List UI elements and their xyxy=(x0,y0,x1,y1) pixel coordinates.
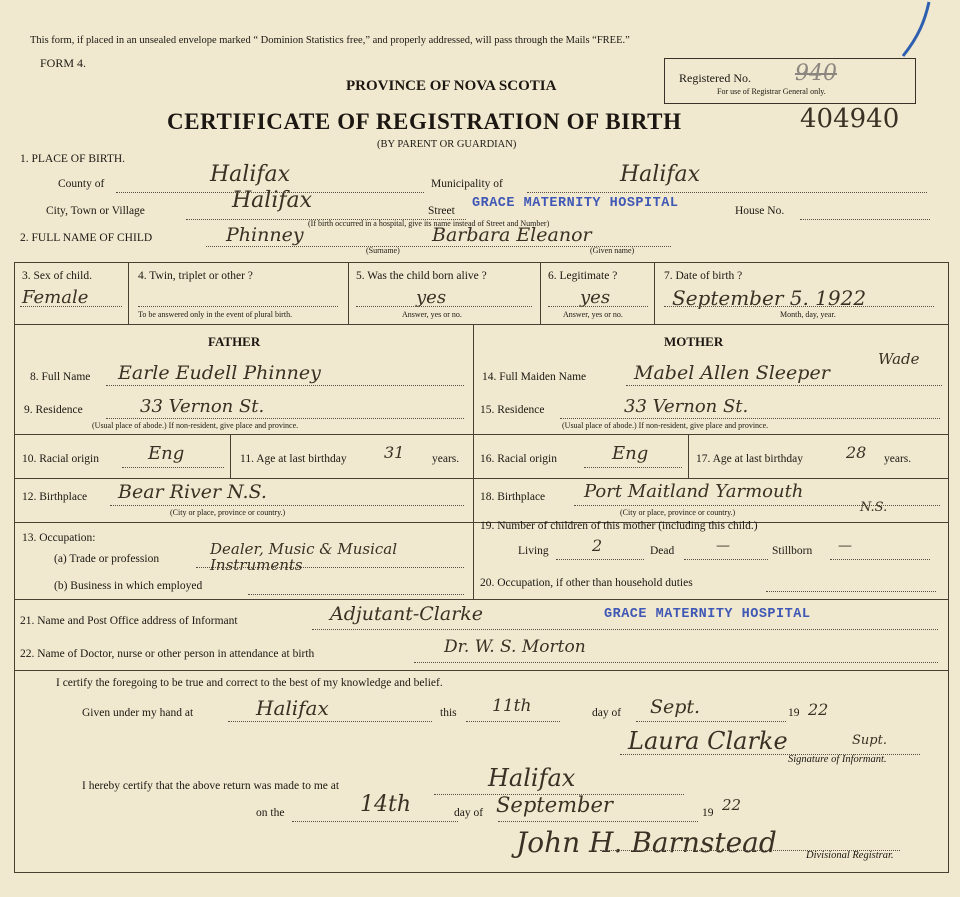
municipality-label: Municipality of xyxy=(431,178,503,190)
city-value: Halifax xyxy=(232,188,313,213)
legitimate-value: yes xyxy=(580,287,611,308)
mother-years: years. xyxy=(884,453,912,465)
children-count-label: 19. Number of children of this mother (including this child.) xyxy=(480,520,758,532)
father-occupation-label: 13. Occupation: xyxy=(22,532,96,544)
father-birthplace-note: (City or place, province or country.) xyxy=(170,508,286,517)
certificate-subtitle: (BY PARENT OR GUARDIAN) xyxy=(377,139,517,150)
given-year: 22 xyxy=(808,700,829,719)
informant-stamp: GRACE MATERNITY HOSPITAL xyxy=(604,607,811,622)
child-name-label: 2. FULL NAME OF CHILD xyxy=(20,232,153,244)
mother-residence-label: 15. Residence xyxy=(480,404,545,416)
province-heading: PROVINCE OF NOVA SCOTIA xyxy=(346,78,557,94)
father-birthplace: Bear River N.S. xyxy=(118,481,267,503)
mother-birthplace-note: (City or place, province or country.) xyxy=(620,508,736,517)
surname-note: (Surname) xyxy=(366,246,400,255)
dob-label: 7. Date of birth ? xyxy=(664,270,743,282)
father-business-label: (b) Business in which employed xyxy=(54,580,203,592)
father-name: Earle Eudell Phinney xyxy=(118,362,321,384)
municipality-value: Halifax xyxy=(620,162,701,187)
dob-value: September 5. 1922 xyxy=(672,286,867,310)
father-trade-label: (a) Trade or profession xyxy=(54,553,160,565)
registrar-year: 22 xyxy=(722,796,742,814)
informant-signature-title: Supt. xyxy=(852,733,887,748)
mother-racial: Eng xyxy=(612,443,649,464)
informant-signature: Laura Clarke xyxy=(628,727,788,755)
father-residence: 33 Vernon St. xyxy=(140,396,265,417)
certificate-title: CERTIFICATE OF REGISTRATION OF BIRTH xyxy=(167,109,682,134)
father-birthplace-label: 12. Birthplace xyxy=(22,491,88,503)
child-surname: Phinney xyxy=(226,224,304,246)
dead-label: Dead xyxy=(650,545,675,557)
mother-racial-label: 16. Racial origin xyxy=(480,453,557,465)
twin-note: To be answered only in the event of plural birth. xyxy=(138,310,293,319)
certificate-number: 404940 xyxy=(800,104,900,134)
registrar-day-of-label: day of xyxy=(454,807,484,819)
street-label: Street xyxy=(428,205,455,217)
street-stamp: GRACE MATERNITY HOSPITAL xyxy=(472,196,679,211)
informant-label: 21. Name and Post Office address of Informant xyxy=(20,615,238,627)
mother-birthplace-province: N.S. xyxy=(860,500,888,515)
on-the-label: on the xyxy=(256,807,285,819)
sex-value: Female xyxy=(22,287,89,308)
father-heading: FATHER xyxy=(208,334,261,349)
mother-name-label: 14. Full Maiden Name xyxy=(482,371,587,383)
twin-label: 4. Twin, triplet or other ? xyxy=(138,270,253,282)
day-of-label: day of xyxy=(592,707,622,719)
father-name-label: 8. Full Name xyxy=(30,371,91,383)
living-value: 2 xyxy=(592,536,603,555)
attendant-name: Dr. W. S. Morton xyxy=(444,637,586,657)
top-notice: This form, if placed in an unsealed envelope marked “ Dominion Statistics free,” and properly addressed, will pass through the Mails “FREE.” xyxy=(30,35,630,46)
mother-residence: 33 Vernon St. xyxy=(624,396,749,417)
stillborn-label: Stillborn xyxy=(772,545,813,557)
registered-value: 940 xyxy=(795,61,837,86)
given-place: Halifax xyxy=(256,696,329,720)
registered-label: Registered No. xyxy=(679,71,751,85)
pencil-mark-icon xyxy=(895,0,935,60)
legitimate-note: Answer, yes or no. xyxy=(563,310,623,319)
given-day: 11th xyxy=(492,696,532,716)
father-trade: Dealer, Music & Musical Instruments xyxy=(210,540,398,574)
mother-name-addition: Wade xyxy=(878,350,920,368)
legitimate-label: 6. Legitimate ? xyxy=(548,270,618,282)
hospital-note: (If birth occurred in a hospital, give its name instead of Street and Number) xyxy=(308,219,550,228)
mother-birthplace-label: 18. Birthplace xyxy=(480,491,546,503)
registered-note: For use of Registrar General only. xyxy=(717,87,826,96)
attendant-label: 22. Name of Doctor, nurse or other person in attendance at birth xyxy=(20,648,315,660)
sex-label: 3. Sex of child. xyxy=(22,270,92,282)
informant-name: Adjutant-Clarke xyxy=(330,603,484,625)
stillborn-value: — xyxy=(838,538,852,554)
mother-residence-note: (Usual place of abode.) If non-resident, give place and province. xyxy=(562,421,769,430)
registered-box xyxy=(664,58,916,104)
informant-signature-label: Signature of Informant. xyxy=(788,754,887,765)
mother-occupation-label: 20. Occupation, if other than household duties xyxy=(480,577,693,589)
father-residence-note: (Usual place of abode.) If non-resident, give place and province. xyxy=(92,421,299,430)
registrar-signature: John H. Barnstead xyxy=(516,826,777,859)
father-age: 31 xyxy=(384,443,405,462)
given-month: Sept. xyxy=(650,696,701,718)
mother-age-label: 17. Age at last birthday xyxy=(696,453,803,465)
father-years: years. xyxy=(432,453,460,465)
dob-note: Month, day, year. xyxy=(780,310,836,319)
mother-age: 28 xyxy=(846,443,867,462)
living-label: Living xyxy=(518,545,549,557)
father-residence-label: 9. Residence xyxy=(24,404,83,416)
registrar-day: 14th xyxy=(360,792,412,817)
place-of-birth-label: 1. PLACE OF BIRTH. xyxy=(20,153,126,165)
alive-label: 5. Was the child born alive ? xyxy=(356,270,487,282)
father-racial: Eng xyxy=(148,443,185,464)
alive-note: Answer, yes or no. xyxy=(402,310,462,319)
registrar-place: Halifax xyxy=(488,764,576,792)
mother-name: Mabel Allen Sleeper xyxy=(634,362,830,384)
this-label: this xyxy=(440,707,457,719)
registrar-certification-text: I hereby certify that the above return was made to me at xyxy=(82,780,340,792)
father-age-label: 11. Age at last birthday xyxy=(240,453,347,465)
county-label: County of xyxy=(58,178,105,190)
child-given-name: Barbara Eleanor xyxy=(432,224,592,246)
dead-value: — xyxy=(716,538,730,554)
mother-birthplace: Port Maitland Yarmouth xyxy=(584,481,804,502)
city-label: City, Town or Village xyxy=(46,205,145,217)
registrar-signature-label: Divisional Registrar. xyxy=(806,850,894,861)
house-number-label: House No. xyxy=(735,205,785,217)
county-value: Halifax xyxy=(210,162,291,187)
father-racial-label: 10. Racial origin xyxy=(22,453,99,465)
form-number: FORM 4. xyxy=(40,56,87,70)
given-name-note: (Given name) xyxy=(590,246,635,255)
certification-text: I certify the foregoing to be true and correct to the best of my knowledge and belief. xyxy=(56,677,443,689)
alive-value: yes xyxy=(416,287,447,308)
registrar-month: September xyxy=(496,793,613,817)
mother-heading: MOTHER xyxy=(664,334,724,349)
given-under-label: Given under my hand at xyxy=(82,707,194,719)
given-year-prefix: 19 xyxy=(788,707,800,719)
registrar-year-prefix: 19 xyxy=(702,807,714,819)
